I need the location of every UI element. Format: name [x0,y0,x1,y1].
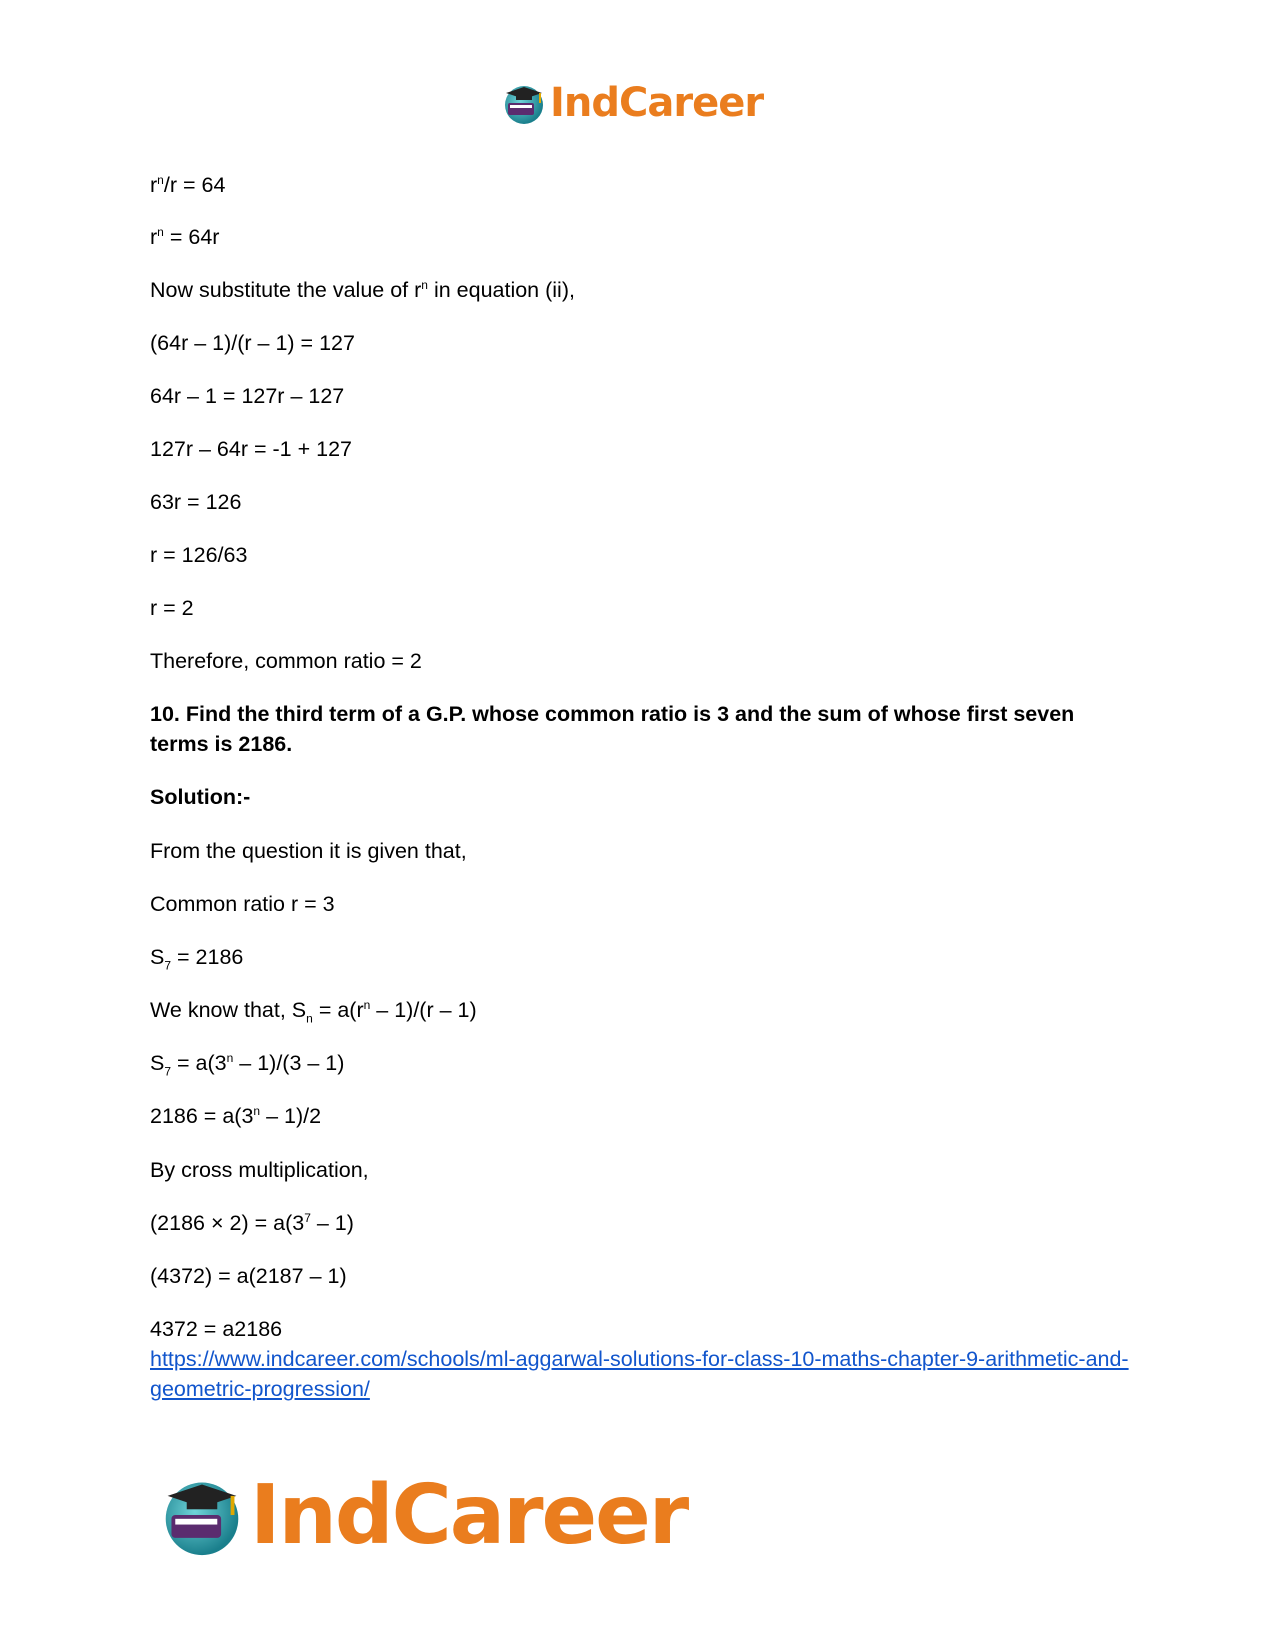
header-logo [502,80,763,126]
text-line: Now substitute the value of $r^n$ in equation (ii), [150,277,575,302]
math-line: 127r – 64r = -1 + 127 [150,437,353,461]
text-line: By cross multiplication, [150,1158,369,1182]
math-line: 64r – 1 = 127r – 127 [150,384,345,408]
graduation-cap-globe-icon [160,1473,244,1557]
logo-text: IndCareer [550,80,764,126]
question-heading: 10. Find the third term of a G.P. whose common ratio is 3 and the sum of whose first seven terms is 2186. [150,702,1075,756]
math-line: $S_7 = 2186$ [150,945,244,973]
math-line: $r^n/r = 64$ [150,172,226,197]
math-line: $S_7 = a(3^n - 1)/(3 - 1)$ [150,1050,345,1079]
math-line: $(2186 \times 2) = a(3^7 - 1)$ [150,1210,354,1235]
text-line: Therefore, common ratio = 2 [150,649,422,673]
math-line: (64r – 1)/(r – 1) = 127 [150,331,355,355]
math-line: 63r = 126 [150,490,242,514]
math-line: (4372) = a(2187 – 1) [150,1264,347,1288]
text-line: From the question it is given that, [150,839,467,863]
text-line: Common ratio r = 3 [150,892,335,916]
graduation-cap-globe-icon [502,81,546,125]
solution-heading: Solution:- [150,785,251,809]
logo-text: IndCareer [250,1467,688,1563]
math-line: 4372 = a2186 [150,1317,283,1341]
footer-logo [160,1467,688,1563]
math-line: $r^n = 64r$ [150,224,220,249]
math-line: r = 126/63 [150,543,248,567]
math-line: r = 2 [150,596,194,620]
math-line: $2186 = a(3^n - 1)/2$ [150,1103,322,1128]
source-link[interactable]: https://www.indcareer.com/schools/ml-aggarwal-solutions-for-class-10-maths-chapter-9-arithmetic-and-geometric-progression/ [150,1347,1129,1401]
text-line: We know that, $S_n = a(r^n - 1)/(r - 1)$ [150,997,477,1026]
